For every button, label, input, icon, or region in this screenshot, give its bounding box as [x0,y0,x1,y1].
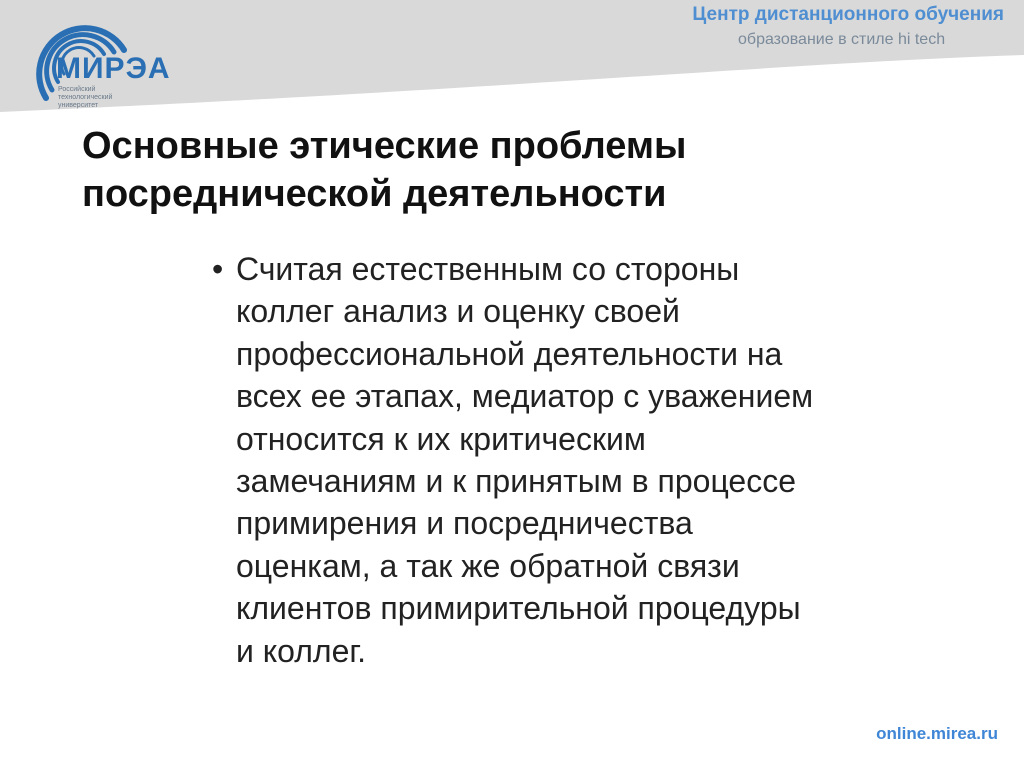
bullet-line: примирения и посредничества [236,505,693,542]
bullet-line: Считая естественным со стороны [236,251,740,287]
logo-subtitle: Российский технологический университет [58,86,113,109]
bullet-line: оценкам, а так же обратной связи [236,547,740,584]
mirea-logo [6,6,171,116]
footer-url[interactable]: online.mirea.ru [876,724,998,743]
bullet-line: профессиональной деятельности на [236,335,783,372]
bullet-text [236,248,972,672]
bullet-list [212,248,972,672]
bullet-marker: • [212,251,224,287]
bullet-item [212,248,972,672]
bullet-line: относится к их критическим [236,420,646,457]
slide-title-line: посреднической деятельности [82,173,667,215]
bullet-line: коллег анализ и оценку своей [236,293,680,330]
slide-title [82,122,942,218]
slide-title-line: Основные этические проблемы [82,125,687,167]
bullet-line: и коллег. [236,632,367,669]
bullet-line: замечаниям и к принятым в процессе [236,463,797,500]
bullet-line: клиентов примирительной процедуры [236,590,801,627]
logo-text: МИРЭА [56,52,171,85]
center-slogan: образование в стиле hi tech [738,31,946,48]
center-title: Центр дистанционного обучения [692,4,1004,25]
bullet-line: всех ее этапах, медиатор с уважением [236,378,814,415]
